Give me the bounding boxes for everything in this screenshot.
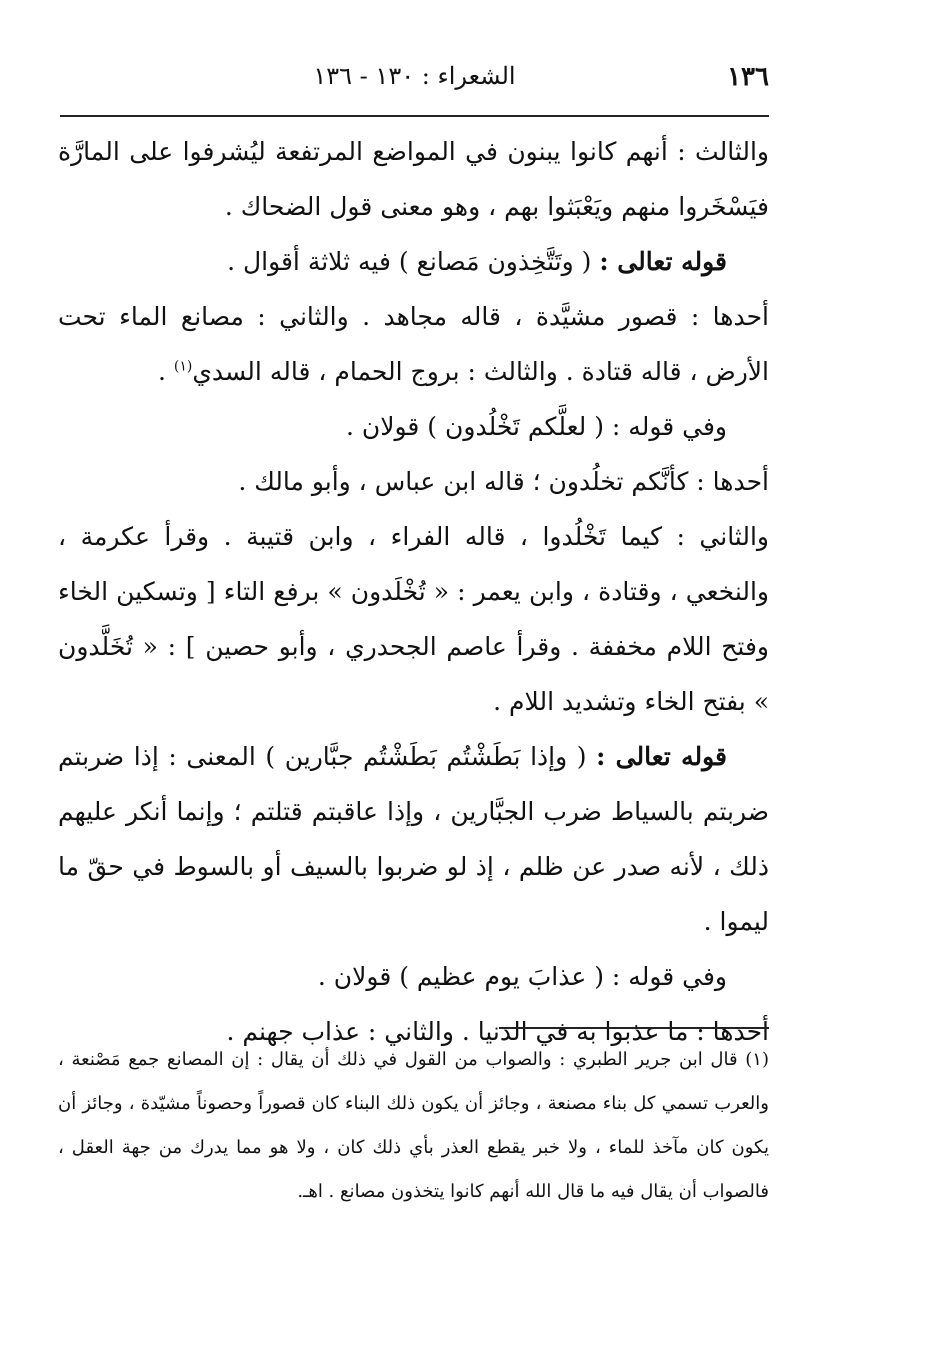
paragraph-text: ( وإذا بَطَشْتُم بَطَشْتُم جبَّارين ) المعنى : إذا ضربتم ضربتم بالسياط ضرب الجبَّارين ، وإذا عاقبتم قتلتم ؛ وإنما أنكر عليهم ذلك ، لأنه صدر عن ظلم ، إذ لو ضربوا بالسيف أو بالسوط في حقّ ما ليموا .	[58, 742, 769, 936]
page-header	[60, 62, 769, 106]
paragraph-3	[58, 289, 769, 399]
body-text	[58, 124, 769, 1059]
running-title: الشعراء : ١٣٠ - ١٣٦	[313, 62, 516, 90]
verse-lead: قوله تعالى :	[596, 742, 727, 771]
paragraph-tail: .	[157, 357, 174, 386]
paragraph-7	[58, 729, 769, 949]
page-number: ١٣٦	[727, 62, 769, 92]
paragraph-8	[58, 949, 769, 1004]
paragraph-1	[58, 124, 769, 234]
paragraph-text: والثاني : كيما تَخْلُدوا ، قاله الفراء ، وابن قتيبة . وقرأ عكرمة ، والنخعي ، وقتادة ، وابن يعمر : « تُخْلَدون » برفع التاء [ وتسكين الخاء وفتح اللام مخففة . وقرأ عاصم الجحدري ، وأبو حصين ] : « تُخَلَّدون » بفتح الخاء وتشديد اللام .	[58, 522, 769, 716]
paragraph-2	[58, 234, 769, 289]
paragraph-text: أحدها : ما عذبوا به في الدنيا . والثاني : عذاب جهنم .	[226, 1017, 769, 1046]
footnote-text: (١) قال ابن جرير الطبري : والصواب من القول في ذلك أن يقال : إن المصانع جمع مَصْنعة ، والعرب تسمي كل بناء مصنعة ، وجائز أن يكون ذلك البناء كان قصوراً وحصوناً مشيّدة ، وجائز أن يكون كان مآخذ للماء ، ولا خبر يقطع العذر بأي ذلك كان ، ولا هو مما يدرك من جهة العقل ، فالصواب أن يقال فيه ما قال الله أنهم كانوا يتخذون مصانع . اهـ.	[58, 1049, 770, 1202]
paragraph-5	[58, 454, 769, 509]
paragraph-4	[58, 399, 769, 454]
paragraph-text: ( وتَتَّخِذون مَصانع ) فيه ثلاثة أقوال .	[227, 247, 600, 276]
paragraph-text: وفي قوله : ( عذابَ يوم عظيم ) قولان .	[317, 962, 727, 991]
footnotes	[58, 1038, 769, 1214]
footnote-rule	[499, 1027, 769, 1029]
footnote-1	[58, 1038, 769, 1214]
footnote-reference: (١)	[173, 358, 193, 375]
paragraph-text: أحدها : كأنَّكم تخلُدون ؛ قاله ابن عباس ، وأبو مالك .	[238, 467, 769, 496]
paragraph-6	[58, 509, 769, 729]
verse-lead: قوله تعالى :	[599, 247, 727, 276]
paragraph-text: والثالث : أنهم كانوا يبنون في المواضع المرتفعة ليُشرفوا على المارَّة فيَسْخَروا منهم ويَعْبَثوا بهم ، وهو معنى قول الضحاك .	[58, 137, 769, 221]
paragraph-text: أحدها : قصور مشيَّدة ، قاله مجاهد . والثاني : مصانع الماء تحت الأرض ، قاله قتادة . والثالث : بروج الحمام ، قاله السدي	[58, 302, 769, 386]
paragraph-text: وفي قوله : ( لعلَّكم تَخْلُدون ) قولان .	[345, 412, 727, 441]
header-rule	[60, 115, 769, 117]
